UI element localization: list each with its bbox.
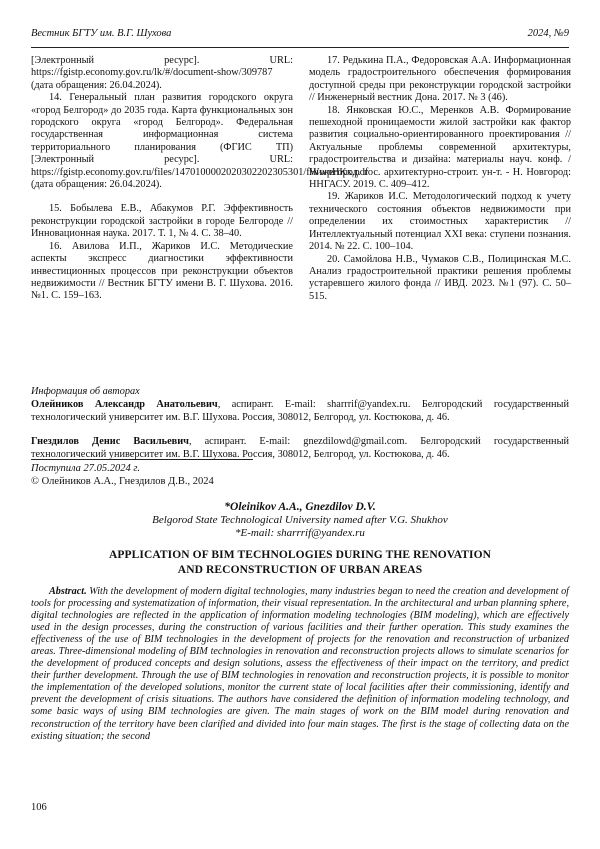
abstract: [31, 586, 569, 743]
author-entry: [31, 436, 569, 461]
reference-item: 18. Янковская Ю.С., Меренков А.В. Формирование пешеходной проницаемости жилой застройки как фактор развития социально-ориентированного проектирования // Актуальные проблемы современной архитектуры, градостроительства и дизайна: материалы науч. конф. / Нижегород. гос. архитектурно-строит. ун-т. - Н. Новгород: ННГАСУ. 2019. С. 409–412.: [309, 104, 571, 191]
author-entry: [31, 399, 569, 424]
author-details: , аспирант. E-mail: sharrrif@yandex.ru. Белгородский государственный технологический университет им. В.Г. Шухова. Россия, 308012, Белгород, ул. Костюкова, д. 46.: [31, 399, 569, 423]
reference-item: 19. Жариков И.С. Методологический подход к учету технического состояния объектов недвижимости при определении их стоимостных характеристик // Интеллектуальный потенциал XXI века: ступени познания. 2014. № 22. С. 100–104.: [309, 191, 571, 253]
abstract-text: With the development of modern digital technologies, many industries began to need the creation and development of tools for processing and systematization of information, their visual representation. In the architectural and urban planning sphere, digital technologies are reflected in the application of information modeling technologies (BIM modeling), which are effectively used in the design processes, during the construction of various facilities and their further operation. This study examines the effectiveness of the use of BIM technologies in the development of projects for the renovation and reconstruction of urbanized areas. Three-dimensional modeling of BIM technologies in renovation and reconstruction projects allows to simulate scenarios for the development of produced concepts and design solutions, assess the effectiveness of their impact on the territory, and predict their further development. Through the use of BIM technologies in renovation and reconstruction projects, it is possible to monitor the implementation of the developed solutions, monitor the current state of local facilities after their commissioning, identify and prevent the development of crisis situations. The authors have considered the definition of information modeling technology, and some basic ways of using BIM technologies are given. The main stages of work on the BIM model during renovation and reconstruction of the territory have been clarified and divided into four main stages. The first is the stage of collecting data on the existing situation; the second: [31, 586, 569, 742]
header-rule: [31, 47, 569, 48]
received-block: [31, 462, 214, 488]
received-rule: [31, 459, 253, 460]
received-date: Поступила 27.05.2024 г.: [31, 463, 141, 474]
running-header: [31, 28, 569, 46]
page-number: 106: [31, 802, 47, 813]
english-affiliation: Belgorod State Technological University named after V.G. Shukhov: [152, 514, 448, 526]
reference-item: 14. Генеральный план развития городского округа «город Белгород» до 2035 года. Карта функциональных зон городского округа «город Белгород». Федеральная государственная информационная система территориального планирования (ФГИС ТП) [Электронный ресурс]. URL: https://fgistp.economy.gov.ru/files/1470100002020302202305301/fWwpHKx.pdf (дата обращения: 26.04.2024).: [31, 92, 369, 191]
english-email: *E-mail: sharrrif@yandex.ru: [235, 527, 365, 539]
reference-item: [Электронный ресурс]. URL: https://fgistp.economy.gov.ru/lk/#/document-show/309787 (дата обращения: 26.04.2024).: [31, 55, 293, 91]
author-name: Гнездилов Денис Васильевич: [31, 436, 189, 448]
reference-item: 17. Редькина П.А., Федоровская А.А. Информационная модель градостроительного обеспечения формирования доступной среды при реконструкции городской застройки // Инженерный вестник Дона. 2017. № 3 (46).: [309, 55, 571, 104]
abstract-label: Abstract.: [49, 586, 87, 597]
reference-item: 20. Самойлова Н.В., Чумаков С.В., Полицинская М.С. Анализ градостроительной практики решения проблемы устаревшего жилого фонда // ИВД. 2023. №1 (97). С. 50–515.: [309, 253, 571, 302]
author-details: , аспирант. E-mail: gnezdilowd@gmail.com. Белгородский государственный технологический университет им. В.Г. Шухова. Россия, 308012, Белгород, ул. Костюкова, д. 46.: [31, 436, 569, 460]
references-left-column: [31, 55, 369, 303]
journal-name: Вестник БГТУ им. В.Г. Шухова: [31, 28, 172, 39]
article-title-english: [40, 548, 560, 578]
issue-label: 2024, №9: [527, 28, 569, 39]
reference-item: 15. Бобылева Е.В., Абакумов Р.Г. Эффективность реконструкции городской застройки в городе Белгороде // Инновационная наука. 2017. Т. 1, № 4. С. 38–40.: [31, 203, 293, 240]
references-right-column: [309, 55, 571, 303]
copyright: © Олейников А.А., Гнездилов Д.В., 2024: [31, 476, 214, 487]
title-line: AND RECONSTRUCTION OF URBAN AREAS: [177, 564, 423, 576]
title-line: APPLICATION OF BIM TECHNOLOGIES DURING THE RENOVATION: [108, 549, 492, 561]
authors-heading: Информация об авторах: [31, 386, 140, 397]
english-authors: *Oleinikov A.A., Gnezdilov D.V.: [224, 501, 376, 513]
reference-item: 16. Авилова И.П., Жариков И.С. Методические аспекты экспресс диагностики эффективности инвестиционных процессов при реконструкции объектов недвижимости // Вестник БГТУ имени В. Г. Шухова. 2016. №1. С. 159–163.: [31, 240, 293, 302]
authors-information: [31, 386, 569, 461]
author-name: Олейников Александр Анатольевич: [31, 399, 218, 411]
english-authors-block: [0, 501, 600, 540]
